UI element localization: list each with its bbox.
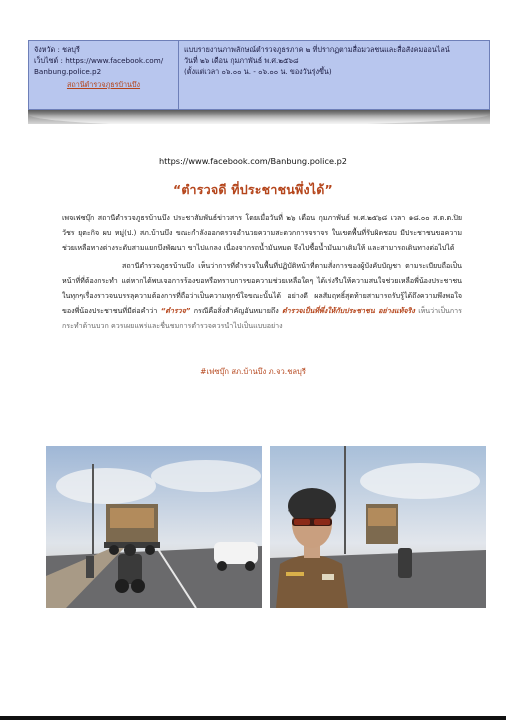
header-left-cell [29,41,179,109]
page-title: “ตำรวจดี ที่ประชาชนพึ่งได้” [173,182,333,197]
paragraph-1: เพจเฟซบุ๊ก สถานีตำรวจภูธรบ้านบึง ประชาสัมพันธ์ข่าวสาร โดยเมื่อวันที่ ๒๖ เดือน กุมภาพันธ์ พ.ศ.๒๕๖๘ เวลา ๑๘.๐๐ ส.ต.ต.ปิยวัชร ยุตะกิจ ผบ หมู่(ป.) สภ.บ้านบึง ขณะกำลังออกตรวจอำนวยความสะดวกการจราจร ในเขตพื้นที่รับผิดชอบ มีประชาชนขอความช่วยเหลือทางต่างระดับสามแยกบึงพัฒนา ขาไปแกลง เนื่องจากรถน้ำมันหมด จึงไปซื้อน้ำมันมาเติมให้ และสามารถเดินทางต่อไปได้ [62,213,462,252]
website-label: เว็บไซต์ : https://www.facebook.com/ [34,56,164,65]
bottom-edge [0,716,506,720]
paragraph-2-tail: เห็นว่าเป็นการกระทำด้านบวก ควรเผยแพร่และชื่นชมการตำรวจควรนำไปเป็นแบบอย่าง [62,306,462,330]
header-banner-sweep [28,114,490,126]
paragraph-2-mid: กรณีคือสิ่งสำคัญอันหมายถึง [193,306,279,315]
highlight-police-reliance: ตำรวจเป็นที่พึ่งให้กับประชาชน อย่างแท้จริง [282,306,415,315]
hashtag[interactable]: #เฟซบุ๊ก สภ.บ้านบึง ภ.จว.ชลบุรี [200,367,306,376]
paragraph-2-main: สถานีตำรวจภูธรบ้านบึง เห็นว่าการที่ตำรวจในพื้นที่ปฏิบัติหน้าที่ตามสั่งการของผู้บังคับบัญชา ตามระเบียบถือเป็นหน้าที่ที่ต้องกระทำ แต่หากได้พบเจอการร้องขอหรือทราบการขอความช่วยเหลือใดๆ ได้เร่งรีบให้ความสนใจช่วยเหลือพี่น้องประชาชนในทุกๆเรื่องราวจนบรรลุความต้องการที่ถือว่าเป็นความทุกข์ใจขณะนั้นได้ อย่างดี ผลสัมฤทธิ์สุดท้ายสามารถรับรู้ได้ถึงความพึงพอใจของพี่น้องประชาชนที่มีต่อคำว่า [62,261,462,315]
photo-officer-selfie [270,446,486,608]
highlight-police: “ตำรวจ” [160,306,191,315]
report-header [28,40,490,110]
paragraph-2 [62,258,462,333]
form-title: แบบรายงานภาพลักษณ์ตำรวจภูธรภาค ๒ ที่ปรากฏตามสื่อมวลชนและสื่อสังคมออนไลน์ [184,45,450,54]
header-right-cell [179,41,489,109]
report-time-range: (ตั้งแต่เวลา ๐๖.๐๐ น. - ๐๖.๐๐ น. ของวันรุ่งขึ้น) [184,67,332,76]
photo-traffic-scene [46,446,262,608]
province-label: จังหวัด : ชลบุรี [34,45,80,54]
website-page: Banbung.police.p2 [34,67,102,76]
source-url[interactable]: https://www.facebook.com/Banbung.police.p2 [158,156,348,166]
report-date: วันที่ ๒๖ เดือน กุมภาพันธ์ พ.ศ.๒๕๖๘ [184,56,299,65]
station-link[interactable]: สถานีตำรวจภูธรบ้านบึง [66,80,141,89]
